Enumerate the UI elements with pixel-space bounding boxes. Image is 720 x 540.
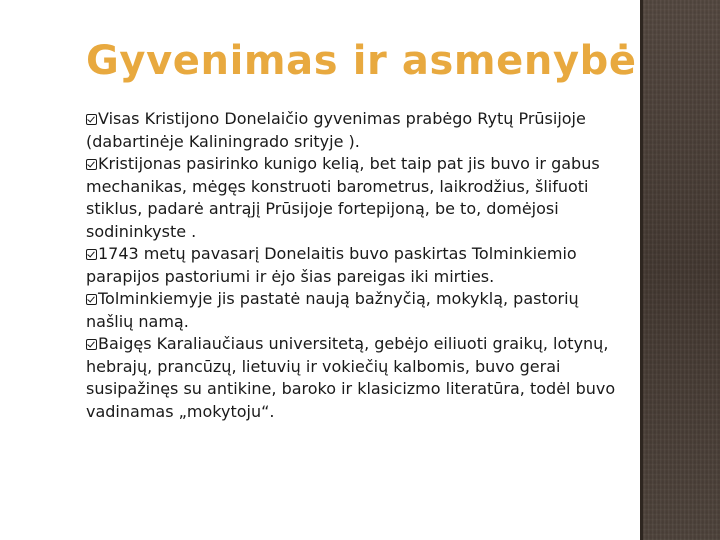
checkbox-bullet-icon xyxy=(86,294,97,305)
side-panel-edge xyxy=(640,0,643,540)
bullet-item-2 xyxy=(86,153,626,243)
bullet-text-3: 1743 metų pavasarį Donelaitis buvo paskirtas Tolminkiemio parapijos pastoriumi ir ėjo šias pareigas iki mirties. xyxy=(86,244,577,286)
bullet-text-4: Tolminkiemyje jis pastatė naują bažnyčią, mokyklą, pastorių našlių namą. xyxy=(86,289,579,331)
bullet-text-2: Kristijonas pasirinko kunigo kelią, bet taip pat jis buvo ir gabus mechanikas, mėgęs konstruoti barometrus, laikrodžius, šlifuoti stiklus, padarė antrąjį Prūsijoje fortepijoną, be to, domėjosi sodininkyste . xyxy=(86,154,600,241)
bullet-text-5: Baigęs Karaliaučiaus universitetą, gebėjo eiliuoti graikų, lotynų, hebrajų, prancūzų, lietuvių ir vokiečių kalbomis, buvo gerai susipažinęs su antikine, baroko ir klasicizmo literatūra, todėl buvo vadinamas „mokytoju“. xyxy=(86,334,616,421)
decorative-side-panel xyxy=(640,0,720,540)
slide-title: Gyvenimas ir asmenybė xyxy=(86,38,637,84)
checkbox-bullet-icon xyxy=(86,249,97,260)
bullet-text-1: Visas Kristijono Donelaičio gyvenimas prabėgo Rytų Prūsijoje (dabartinėje Kaliningrado srityje ). xyxy=(86,109,586,151)
bullet-item-4 xyxy=(86,288,626,333)
bullet-item-3 xyxy=(86,243,626,288)
checkbox-bullet-icon xyxy=(86,114,97,125)
bullet-item-1 xyxy=(86,108,626,153)
checkbox-bullet-icon xyxy=(86,159,97,170)
checkbox-bullet-icon xyxy=(86,339,97,350)
bullet-item-5 xyxy=(86,333,626,423)
bullet-list xyxy=(86,108,626,423)
